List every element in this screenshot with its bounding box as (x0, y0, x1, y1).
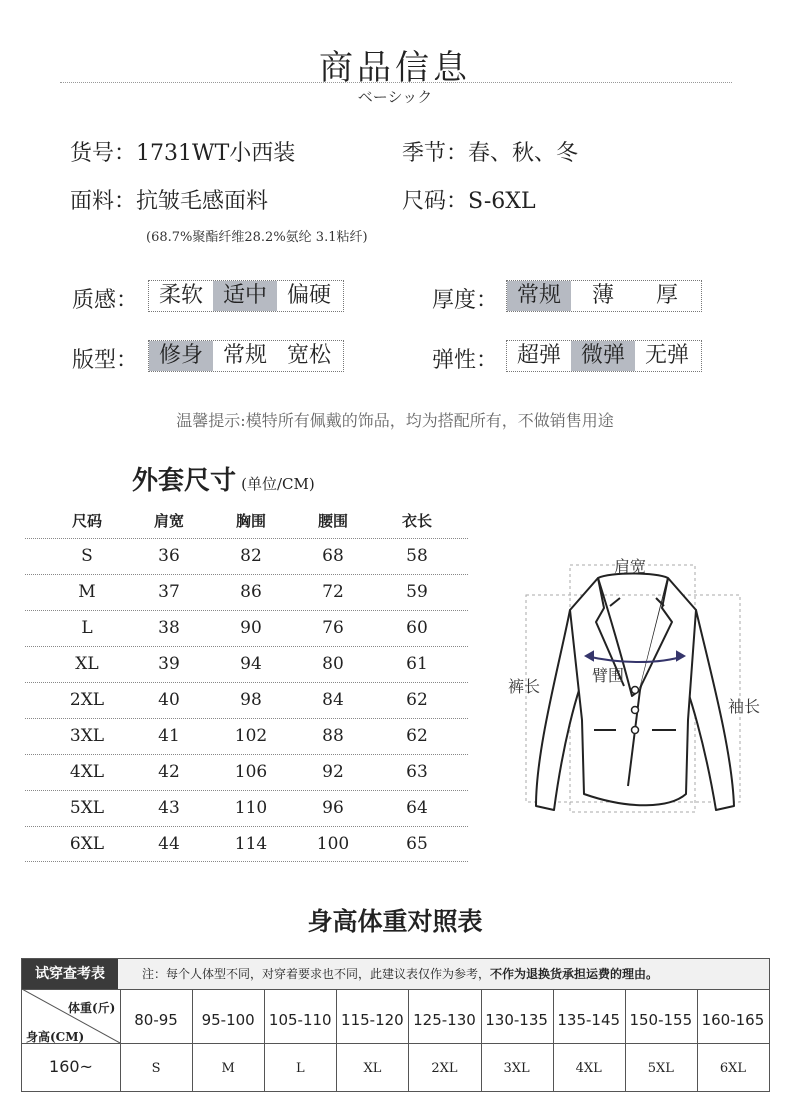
size-table-size-cell: 5XL (69, 798, 105, 818)
size-table-value-cell: 60 (406, 618, 428, 638)
attr-option: 偏硬 (286, 283, 331, 308)
size-table-value-cell: 80 (322, 654, 344, 674)
size-table-value-cell: 72 (322, 582, 344, 602)
size-table-header: 肩宽 (153, 512, 184, 530)
size-table-header: 腰围 (317, 512, 348, 530)
weight-range-cell: 160-165 (701, 1011, 765, 1029)
size-table-header: 胸围 (235, 512, 266, 530)
size-table-value-cell: 65 (406, 834, 428, 854)
page-subtitle: ベーシック (357, 88, 433, 106)
page-title: 商品信息 (319, 48, 471, 88)
disclaimer-tip: 温馨提示:模特所有佩戴的饰品，均为搭配所有，不做销售用途 (176, 411, 614, 430)
attr-options-elasticity (506, 340, 702, 372)
attr-label-texture: 质感： (72, 288, 139, 313)
size-table-row-line (25, 718, 468, 719)
size-table-value-cell: 102 (234, 726, 268, 746)
size-table-value-cell: 36 (158, 546, 180, 566)
weight-range-cell: 125-130 (413, 1011, 476, 1029)
reference-note-bold: 不作为退换货承担运费的理由。 (490, 967, 659, 981)
attr-label-elasticity: 弹性： (432, 348, 499, 373)
size-table-value-cell: 96 (322, 798, 344, 818)
reference-note-text: 注：每个人体型不同，对穿着要求也不同，此建议表仅作为参考， (142, 967, 491, 981)
size-table-value-cell: 61 (406, 654, 428, 674)
size-table-row-line (25, 610, 468, 611)
attr-option-selected: 适中 (213, 281, 277, 311)
size-table-value-cell: 114 (234, 834, 268, 854)
size-table-size-cell: M (78, 582, 96, 602)
label-bust: 臂围 (592, 666, 625, 685)
weight-range-cell: 130-135 (485, 1011, 548, 1029)
size-table-value-cell: 39 (158, 654, 180, 674)
attr-label-fit: 版型： (72, 348, 139, 373)
ref-line (22, 989, 769, 990)
size-table-value-cell: 100 (316, 834, 350, 854)
size-table-value-cell: 110 (234, 798, 268, 818)
size-table-unit: (单位/CM) (241, 475, 315, 493)
size-table-value-cell: 37 (158, 582, 180, 602)
size-table-value-cell: 62 (406, 726, 428, 746)
size-table-value-cell: 94 (240, 654, 262, 674)
size-table-value-cell: 43 (158, 798, 180, 818)
jacket-diagram (500, 550, 770, 820)
size-table-heading (132, 460, 315, 497)
label-shoulder: 肩宽 (614, 557, 647, 576)
attr-option: 无弹 (644, 343, 689, 368)
attr-option: 厚 (655, 283, 678, 308)
size-table-row-line (25, 826, 468, 827)
size-table-value-cell: 58 (406, 546, 428, 566)
weight-label: 体重(斤) (68, 1001, 116, 1015)
attr-option: 超弹 (516, 343, 561, 368)
height-label: 身高(CM) (26, 1030, 85, 1044)
size-table-row-line (25, 538, 468, 539)
recommended-size-cell: L (295, 1061, 305, 1076)
size-table-value-cell: 98 (240, 690, 262, 710)
ref-line (22, 1043, 769, 1044)
recommended-size-cell: S (151, 1061, 161, 1076)
size-table-bottom-line (25, 861, 468, 862)
weight-range-cell: 105-110 (268, 1011, 332, 1029)
size-range: 尺码：S-6XL (402, 189, 536, 214)
size-table-row-line (25, 574, 468, 575)
reference-tag: 试穿查考表 (22, 959, 118, 989)
size-table-value-cell: 64 (406, 798, 428, 818)
weight-range-cell: 150-155 (629, 1011, 693, 1029)
size-table-row-line (25, 754, 468, 755)
size-table-header: 衣长 (401, 512, 432, 530)
recommended-size-cell: 2XL (431, 1061, 458, 1076)
attr-option-selected: 修身 (149, 341, 213, 371)
season: 季节：春、秋、冬 (402, 141, 579, 166)
size-table-value-cell: 38 (158, 618, 180, 638)
attr-options-thickness (506, 280, 702, 312)
height-value: 160~ (49, 1057, 93, 1076)
size-table-size-cell: 4XL (69, 762, 105, 782)
attr-option-selected: 微弹 (571, 341, 635, 371)
size-table-value-cell: 63 (406, 762, 428, 782)
size-table-value-cell: 62 (406, 690, 428, 710)
attr-option-selected: 常规 (507, 281, 571, 311)
size-table-value-cell: 41 (158, 726, 180, 746)
size-table-size-cell: S (81, 546, 93, 566)
size-table-value-cell: 40 (158, 690, 180, 710)
reference-table (21, 958, 770, 1092)
weight-range-cell: 80-95 (134, 1011, 178, 1029)
size-table-value-cell: 59 (406, 582, 428, 602)
label-length: 裤长 (508, 677, 541, 696)
recommended-size-cell: M (221, 1061, 235, 1076)
recommended-size-cell: 4XL (575, 1061, 602, 1076)
recommended-size-cell: 5XL (647, 1061, 674, 1076)
size-table-size-cell: 2XL (69, 690, 105, 710)
size-table-value-cell: 42 (158, 762, 180, 782)
size-table-value-cell: 68 (322, 546, 344, 566)
size-table-row-line (25, 682, 468, 683)
size-table-value-cell: 106 (234, 762, 268, 782)
weight-range-cell: 115-120 (341, 1011, 404, 1029)
weight-range-cell: 95-100 (201, 1011, 255, 1029)
size-table-size-cell: L (81, 618, 93, 638)
attr-label-thickness: 厚度： (432, 288, 499, 313)
label-sleeve: 袖长 (728, 697, 761, 716)
size-table-row-line (25, 646, 468, 647)
attr-options-fit (148, 340, 344, 372)
attr-option: 宽松 (286, 343, 331, 368)
fabric-composition: (68.7%聚酯纤维28.2%氨纶 3.1粘纤) (146, 230, 368, 245)
size-table-value-cell: 82 (240, 546, 262, 566)
size-table-title: 外套尺寸 (132, 466, 237, 496)
weight-range-cell: 135-145 (557, 1011, 621, 1029)
size-table-value-cell: 44 (158, 834, 180, 854)
recommended-size-cell: 6XL (719, 1061, 747, 1076)
title-divider (60, 82, 732, 83)
size-table-value-cell: 76 (322, 618, 344, 638)
size-table-value-cell: 90 (240, 618, 262, 638)
recommended-size-cell: 3XL (503, 1061, 530, 1076)
reference-note (142, 959, 658, 989)
reference-title: 身高体重对照表 (307, 907, 483, 936)
size-table-row-line (25, 790, 468, 791)
size-table-value-cell: 84 (322, 690, 344, 710)
size-table-header: 尺码 (71, 512, 102, 530)
attr-option: 常规 (222, 343, 267, 368)
size-table-value-cell: 92 (322, 762, 344, 782)
size-table-value-cell: 86 (240, 582, 262, 602)
attr-options-texture (148, 280, 344, 312)
fabric: 面料：抗皱毛感面料 (70, 189, 269, 214)
size-table-size-cell: XL (75, 654, 99, 674)
size-table-value-cell: 88 (322, 726, 344, 746)
size-table-size-cell: 6XL (69, 834, 105, 854)
recommended-size-cell: XL (363, 1061, 382, 1076)
item-number: 货号：1731WT小西装 (70, 141, 296, 166)
attr-option: 薄 (591, 283, 614, 308)
attr-option: 柔软 (158, 283, 203, 308)
size-table-size-cell: 3XL (69, 726, 105, 746)
